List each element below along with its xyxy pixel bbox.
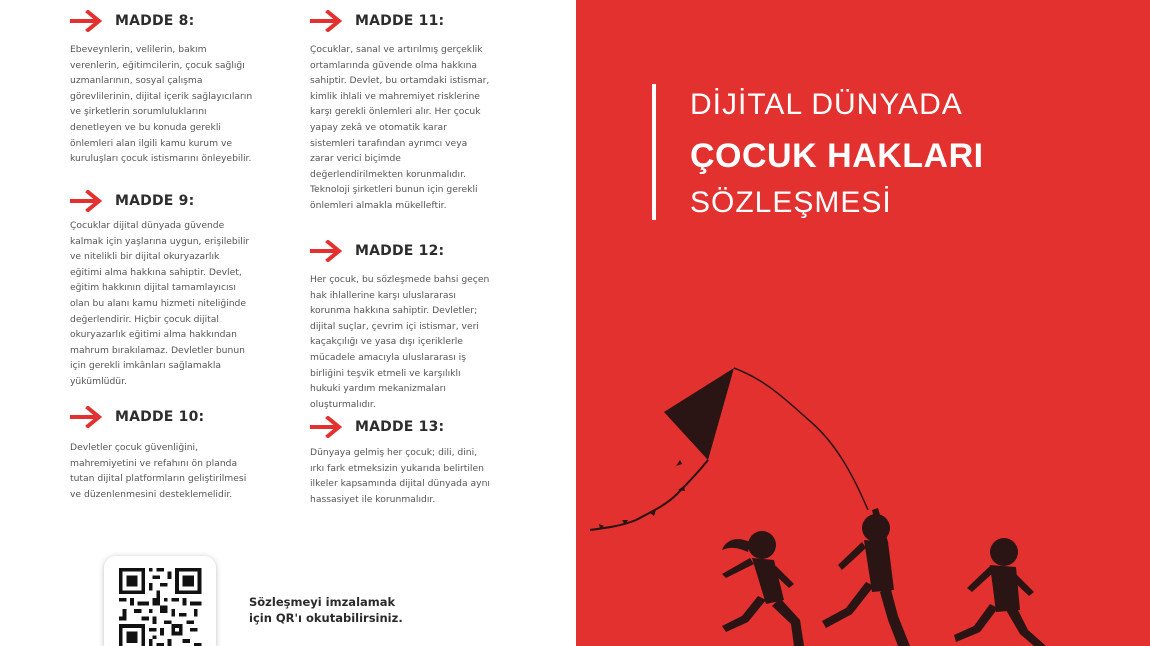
text-line: ve şirketlerin sorumluluklarını xyxy=(70,106,207,118)
article-title: MADDE 10: xyxy=(115,409,205,425)
text-line: hassasiyet ile korunmalıdır. xyxy=(310,493,436,505)
text-line: önlemleri almakla mükelleftir. xyxy=(310,199,447,211)
qr-caption xyxy=(249,594,403,626)
text-line: Devletler çocuk güvenliğini, xyxy=(70,442,199,453)
article-title: MADDE 9: xyxy=(115,193,195,209)
arrow-right-icon xyxy=(70,10,104,32)
text-line: kimlik ihlali ve mahremiyet risklerine xyxy=(310,90,480,102)
text-line: önlemleri alan ilgili kamu kurum ve xyxy=(70,137,233,149)
text-line: kuruluşları çocuk istismarını önleyebilir. xyxy=(70,153,252,165)
text-line: kalmak için yaşlarına uygun, erişilebilir xyxy=(70,235,250,247)
text-line: sistemleri tarafından ayrımcı veya xyxy=(310,137,468,149)
text-line: Dünyaya gelmiş her çocuk; dili, dini, xyxy=(310,447,478,458)
text-line: Çocuklar dijital dünyada güvende xyxy=(70,220,225,231)
arrow-right-icon xyxy=(310,240,344,262)
text-line: yapay zekâ ve otomatik karar xyxy=(310,121,447,133)
article-text xyxy=(310,272,550,412)
text-line: ve düzenlenmesini desteklemelidir. xyxy=(70,488,233,500)
text-line: Her çocuk, bu sözleşmede bahsi geçen xyxy=(310,274,490,285)
cover-panel xyxy=(576,0,1150,646)
text-line: uzmanlarının, sosyal çalışma xyxy=(70,75,203,87)
arrow-right-icon xyxy=(310,416,344,438)
qr-code[interactable] xyxy=(112,564,208,646)
article-title: MADDE 12: xyxy=(355,243,445,259)
cover-title-line-1: DİJİTAL DÜNYADA xyxy=(690,88,963,121)
text-line: denetleyen ve bu konuda gerekli xyxy=(70,121,221,133)
qr-code-card[interactable] xyxy=(104,556,216,646)
article-9 xyxy=(70,186,310,390)
text-line: eğitimi alma hakkına sahiptir. Devlet, xyxy=(70,266,242,278)
text-line: zarar verici biçimde xyxy=(310,153,401,165)
text-line: için gerekli imkânları sağlamakla xyxy=(70,360,222,372)
text-line: görevlilerinin, dijital içerik sağlayıcıların xyxy=(70,90,253,102)
text-line: mahrum bırakılamaz. Devletler bunun xyxy=(70,344,245,356)
text-line: Çocuklar, sanal ve artırılmış gerçeklik xyxy=(310,44,483,55)
text-line: mücadele amacıyla uluslararası iş xyxy=(310,351,466,363)
text-line: ırkı fark etmeksizin yukarıda belirtilen xyxy=(310,462,484,474)
text-line: hak ihlallerine karşı uluslararası xyxy=(310,289,456,301)
arrow-right-icon xyxy=(70,190,104,212)
text-line: okuryazarlık eğitimi alma hakkından xyxy=(70,329,237,341)
text-line: eğitim hakkının dijital tamamlayıcısı xyxy=(70,282,236,294)
text-line: ortamlarında güvende olma hakkına xyxy=(310,59,478,71)
title-accent-bar xyxy=(652,84,656,220)
cover-title-line-2: ÇOCUK HAKLARI xyxy=(690,137,984,175)
article-text xyxy=(70,42,310,167)
article-text xyxy=(310,445,550,507)
article-text xyxy=(70,218,310,390)
text-line: sahiptir. Devlet, bu ortamdaki istismar, xyxy=(310,75,490,87)
article-title: MADDE 13: xyxy=(355,419,445,435)
article-title: MADDE 11: xyxy=(355,13,445,29)
qr-caption-line: Sözleşmeyi imzalamak xyxy=(249,595,396,609)
article-10 xyxy=(70,402,310,502)
text-line: değerlendirir. Hiçbir çocuk dijital xyxy=(70,313,219,325)
cover-title-line-3: SÖZLEŞMESİ xyxy=(690,186,892,219)
article-11 xyxy=(310,6,550,214)
article-8 xyxy=(70,6,310,167)
text-line: Ebeveynlerin, velilerin, bakım xyxy=(70,44,207,55)
text-line: Teknoloji şirketleri bunun için gerekli xyxy=(310,184,478,196)
kite-icon xyxy=(664,368,734,460)
text-line: karşı gerekli önlemleri alır. Her çocuk xyxy=(310,106,481,118)
text-line: birliğini teşvik etmeli ve karşılıklı xyxy=(310,367,461,379)
article-text xyxy=(70,440,310,502)
arrow-right-icon xyxy=(310,10,344,32)
qr-caption-line: için QR'ı okutabilirsiniz. xyxy=(249,611,403,625)
text-line: tutan dijital platformların geliştirilmesi xyxy=(70,473,247,485)
text-line: mahremiyetini ve refahını ön planda xyxy=(70,457,238,469)
article-13 xyxy=(310,412,550,507)
text-line: ilkeler kapsamında dijital dünyada aynı xyxy=(310,478,490,490)
article-title: MADDE 8: xyxy=(115,13,195,29)
article-text xyxy=(310,42,550,214)
text-line: verenlerin, eğitimcilerin, çocuk sağlığı xyxy=(70,59,245,71)
children-running-silhouette xyxy=(576,360,1150,646)
arrow-right-icon xyxy=(70,406,104,428)
text-line: hukuki yardım mekanizmaları xyxy=(310,383,446,395)
text-line: oluşturmalıdır. xyxy=(310,398,376,410)
text-line: dijital suçlar, çevrim içi istismar, veri xyxy=(310,320,479,332)
text-line: ve nitelikli bir dijital okuryazarlık xyxy=(70,251,220,263)
text-line: değerlendirilmekten korunmalıdır. xyxy=(310,168,466,180)
text-line: yükümlüdür. xyxy=(70,375,127,387)
text-line: kaçakçılığı ve yasa dışı içeriklerle xyxy=(310,336,463,348)
text-line: olan bu alanı kamu hizmeti niteliğinde xyxy=(70,297,247,309)
article-12 xyxy=(310,236,550,412)
text-line: korunma hakkına sahiptir. Devletler; xyxy=(310,305,478,317)
